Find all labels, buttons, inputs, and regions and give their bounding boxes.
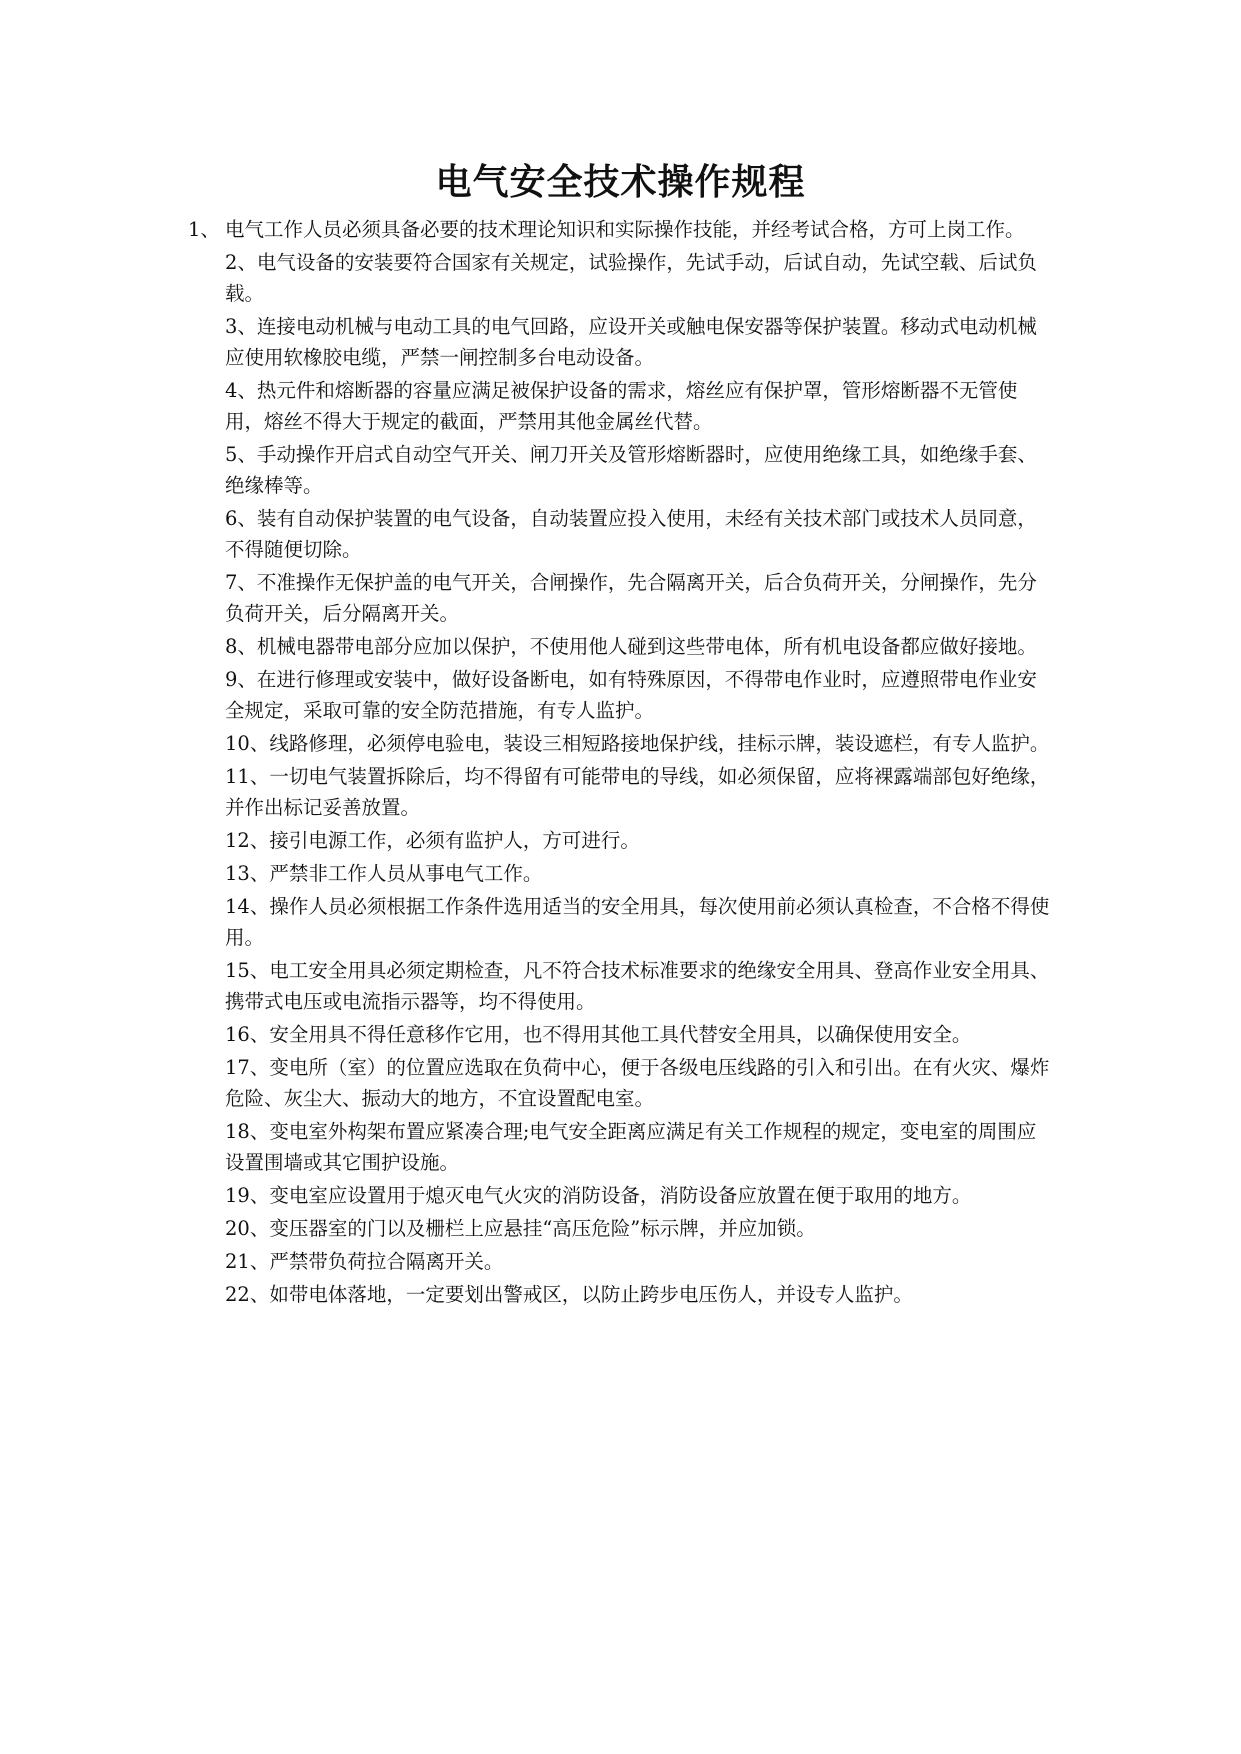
rule-text: 不准操作无保护盖的电气开关，合闸操作，先合隔离开关，后合负荷开关，分闸操作，先分负荷开关，后分隔离开关。 (225, 571, 1037, 625)
rule-text: 线路修理，必须停电验电，装设三相短路接地保护线，挂标示牌，装设遮栏，有专人监护。 (269, 732, 1050, 755)
rule-text: 操作人员必须根据工作条件选用适当的安全用具，每次使用前必须认真检查，不合格不得使用。 (225, 895, 1050, 949)
rule-text: 严禁带负荷拉合隔离开关。 (269, 1250, 504, 1273)
rule-number: 6、 (225, 507, 257, 530)
document-title: 电气安全技术操作规程 (435, 161, 806, 203)
rule-text: 在进行修理或安装中，做好设备断电，如有特殊原因，不得带电作业时，应遵照带电作业安全规定，采取可靠的安全防范措施，有专人监护。 (225, 668, 1037, 722)
rules-list (0, 214, 1241, 1312)
rule-text: 严禁非工作人员从事电气工作。 (269, 862, 543, 885)
rule-number: 17、 (225, 1056, 270, 1079)
rule-item (0, 214, 1055, 245)
rule-item (0, 375, 1055, 437)
rule-number: 21、 (225, 1250, 270, 1273)
rule-number: 22、 (225, 1283, 270, 1306)
rule-number: 20、 (225, 1217, 270, 1240)
rule-item (0, 1019, 1055, 1050)
rule-number: 16、 (225, 1023, 270, 1046)
rule-text: 装有自动保护装置的电气设备，自动装置应投入使用，未经有关技术部门或技术人员同意，不得随便切除。 (225, 507, 1037, 561)
rule-number: 2、 (225, 251, 257, 274)
rule-item (0, 858, 1055, 889)
rule-number: 12、 (225, 829, 270, 852)
rule-text: 如带电体落地，一定要划出警戒区，以防止跨步电压伤人，并设专人监护。 (269, 1283, 913, 1306)
rule-text: 机械电器带电部分应加以保护，不使用他人碰到这些带电体，所有机电设备都应做好接地。 (256, 635, 1037, 658)
rule-number: 14、 (225, 895, 270, 918)
rule-number: 10、 (225, 732, 270, 755)
rule-text: 手动操作开启式自动空气开关、闸刀开关及管形熔断器时，应使用绝缘工具，如绝缘手套、绝缘棒等。 (225, 443, 1037, 497)
rule-text: 电气设备的安装要符合国家有关规定，试验操作，先试手动，后试自动，先试空载、后试负载。 (225, 251, 1037, 305)
rule-text: 变电室外构架布置应紧凑合理;电气安全距离应满足有关工作规程的规定，变电室的周围应设置围墙或其它围护设施。 (225, 1120, 1037, 1174)
rule-item (0, 1279, 1055, 1310)
rule-number: 19、 (225, 1184, 270, 1207)
rule-text: 热元件和熔断器的容量应满足被保护设备的需求，熔丝应有保护罩，管形熔断器不无管使用，熔丝不得大于规定的截面，严禁用其他金属丝代替。 (225, 379, 1018, 433)
rule-item (0, 503, 1055, 565)
rule-text: 电工安全用具必须定期检查，凡不符合技术标准要求的绝缘安全用具、登高作业安全用具、携带式电压或电流指示器等，均不得使用。 (225, 959, 1050, 1013)
rule-text: 变电所（室）的位置应选取在负荷中心，便于各级电压线路的引入和引出。在有火灾、爆炸危险、灰尘大、振动大的地方，不宜设置配电室。 (225, 1056, 1050, 1110)
rule-text: 变电室应设置用于熄灭电气火灾的消防设备，消防设备应放置在便于取用的地方。 (269, 1184, 972, 1207)
rule-number: 7、 (225, 571, 257, 594)
rule-item (0, 631, 1055, 662)
rule-item (0, 1116, 1055, 1178)
rule-text: 接引电源工作，必须有监护人，方可进行。 (269, 829, 640, 852)
rule-item (0, 1180, 1055, 1211)
rule-text: 变压器室的门以及栅栏上应悬挂“高压危险”标示牌，并应加锁。 (269, 1217, 816, 1240)
rule-item (0, 311, 1055, 373)
rule-number: 9、 (225, 668, 257, 691)
rule-number: 4、 (225, 379, 257, 402)
rule-text: 电气工作人员必须具备必要的技术理论知识和实际操作技能，并经考试合格，方可上岗工作。 (225, 218, 1025, 241)
rule-number: 5、 (225, 443, 257, 466)
rule-number: 18、 (225, 1120, 270, 1143)
rule-number: 13、 (225, 862, 270, 885)
rule-item (0, 1246, 1055, 1277)
rule-item (0, 247, 1055, 309)
rule-item (0, 664, 1055, 726)
rule-text: 连接电动机械与电动工具的电气回路，应设开关或触电保安器等保护装置。移动式电动机械应使用软橡胶电缆，严禁一闸控制多台电动设备。 (225, 315, 1037, 369)
rule-item (0, 955, 1055, 1017)
rule-number: 11、 (225, 765, 270, 788)
rule-text: 一切电气装置拆除后，均不得留有可能带电的导线，如必须保留，应将裸露端部包好绝缘，并作出标记妥善放置。 (225, 765, 1050, 819)
rule-item (0, 1052, 1055, 1114)
rule-text: 安全用具不得任意移作它用，也不得用其他工具代替安全用具，以确保使用安全。 (269, 1023, 972, 1046)
rule-number: 8、 (225, 635, 257, 658)
rule-number: 3、 (225, 315, 257, 338)
rule-item (0, 728, 1055, 759)
rule-item (0, 1213, 1055, 1244)
rule-item (0, 439, 1055, 501)
rule-item (0, 891, 1055, 953)
rule-item (0, 567, 1055, 629)
rule-item (0, 825, 1055, 856)
rule-number: 1、 (188, 218, 220, 241)
rule-number: 15、 (225, 959, 270, 982)
rule-item (0, 761, 1055, 823)
